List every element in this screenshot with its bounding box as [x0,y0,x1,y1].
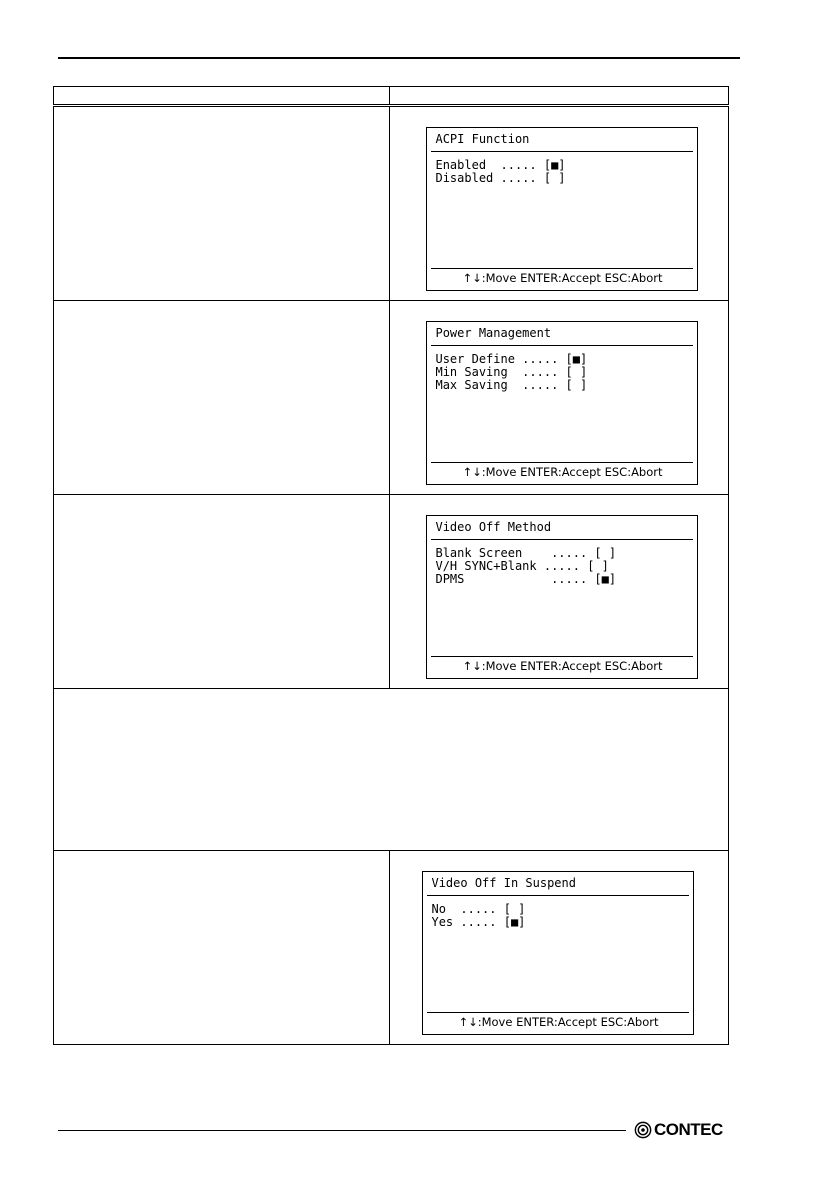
bios-key-hint: ↑↓:Move ENTER:Accept ESC:Abort [462,659,663,673]
divider [431,462,693,463]
divider [431,345,693,346]
table-row [54,106,729,301]
divider [431,656,693,657]
settings-table [53,86,729,1045]
screen-cell [390,495,729,689]
table-header-cell-right [390,87,729,106]
screen-cell [390,106,729,301]
table-row [54,689,729,851]
description-cell [54,106,390,301]
bios-option-list [435,547,616,586]
bios-option[interactable]: V/H SYNC+Blank ..... [ ] [435,559,609,573]
bios-option[interactable]: Max Saving ..... [ ] [435,378,588,392]
description-cell [54,495,390,689]
table-header-cell-left [54,87,390,106]
footer-rule [58,1130,626,1131]
bios-dialog-video-off-in-suspend [422,871,694,1035]
bios-option-list [435,353,587,392]
brand-name: CONTEC [654,1120,723,1139]
brand-logo [634,1119,723,1141]
bios-dialog-acpi-function [426,127,698,291]
contec-logo-icon [634,1121,652,1139]
bios-option[interactable]: No ..... [ ] [431,902,526,916]
screen-cell [390,851,729,1045]
divider [427,1012,689,1013]
description-cell [54,301,390,495]
bios-dialog-power-management [426,321,698,485]
table-row [54,495,729,689]
bios-option[interactable]: DPMS ..... [■] [435,572,617,586]
table-row [54,301,729,495]
bios-key-hint: ↑↓:Move ENTER:Accept ESC:Abort [462,271,663,285]
bios-option-list [435,159,565,185]
bios-option[interactable]: Min Saving ..... [ ] [435,365,588,379]
bios-dialog-title: Video Off Method [435,520,552,534]
note-cell [54,689,729,851]
divider [431,268,693,269]
bios-dialog-title: ACPI Function [435,132,530,146]
bios-option[interactable]: Blank Screen ..... [ ] [435,546,617,560]
bios-option[interactable]: Yes ..... [■] [431,915,526,929]
screen-cell [390,301,729,495]
description-cell [54,851,390,1045]
bios-option-list [431,903,525,929]
bios-dialog-title: Video Off In Suspend [431,876,576,890]
table-header-row [54,87,729,106]
bios-key-hint: ↑↓:Move ENTER:Accept ESC:Abort [462,465,663,479]
bios-dialog-title: Power Management [435,326,552,340]
header-rule [58,57,740,59]
divider [427,895,689,896]
table-row [54,851,729,1045]
bios-key-hint: ↑↓:Move ENTER:Accept ESC:Abort [458,1015,659,1029]
bios-option[interactable]: User Define ..... [■] [435,352,588,366]
bios-dialog-video-off-method [426,515,698,679]
divider [431,151,693,152]
bios-option[interactable]: Disabled ..... [ ] [435,171,566,185]
bios-option[interactable]: Enabled ..... [■] [435,158,566,172]
divider [431,539,693,540]
